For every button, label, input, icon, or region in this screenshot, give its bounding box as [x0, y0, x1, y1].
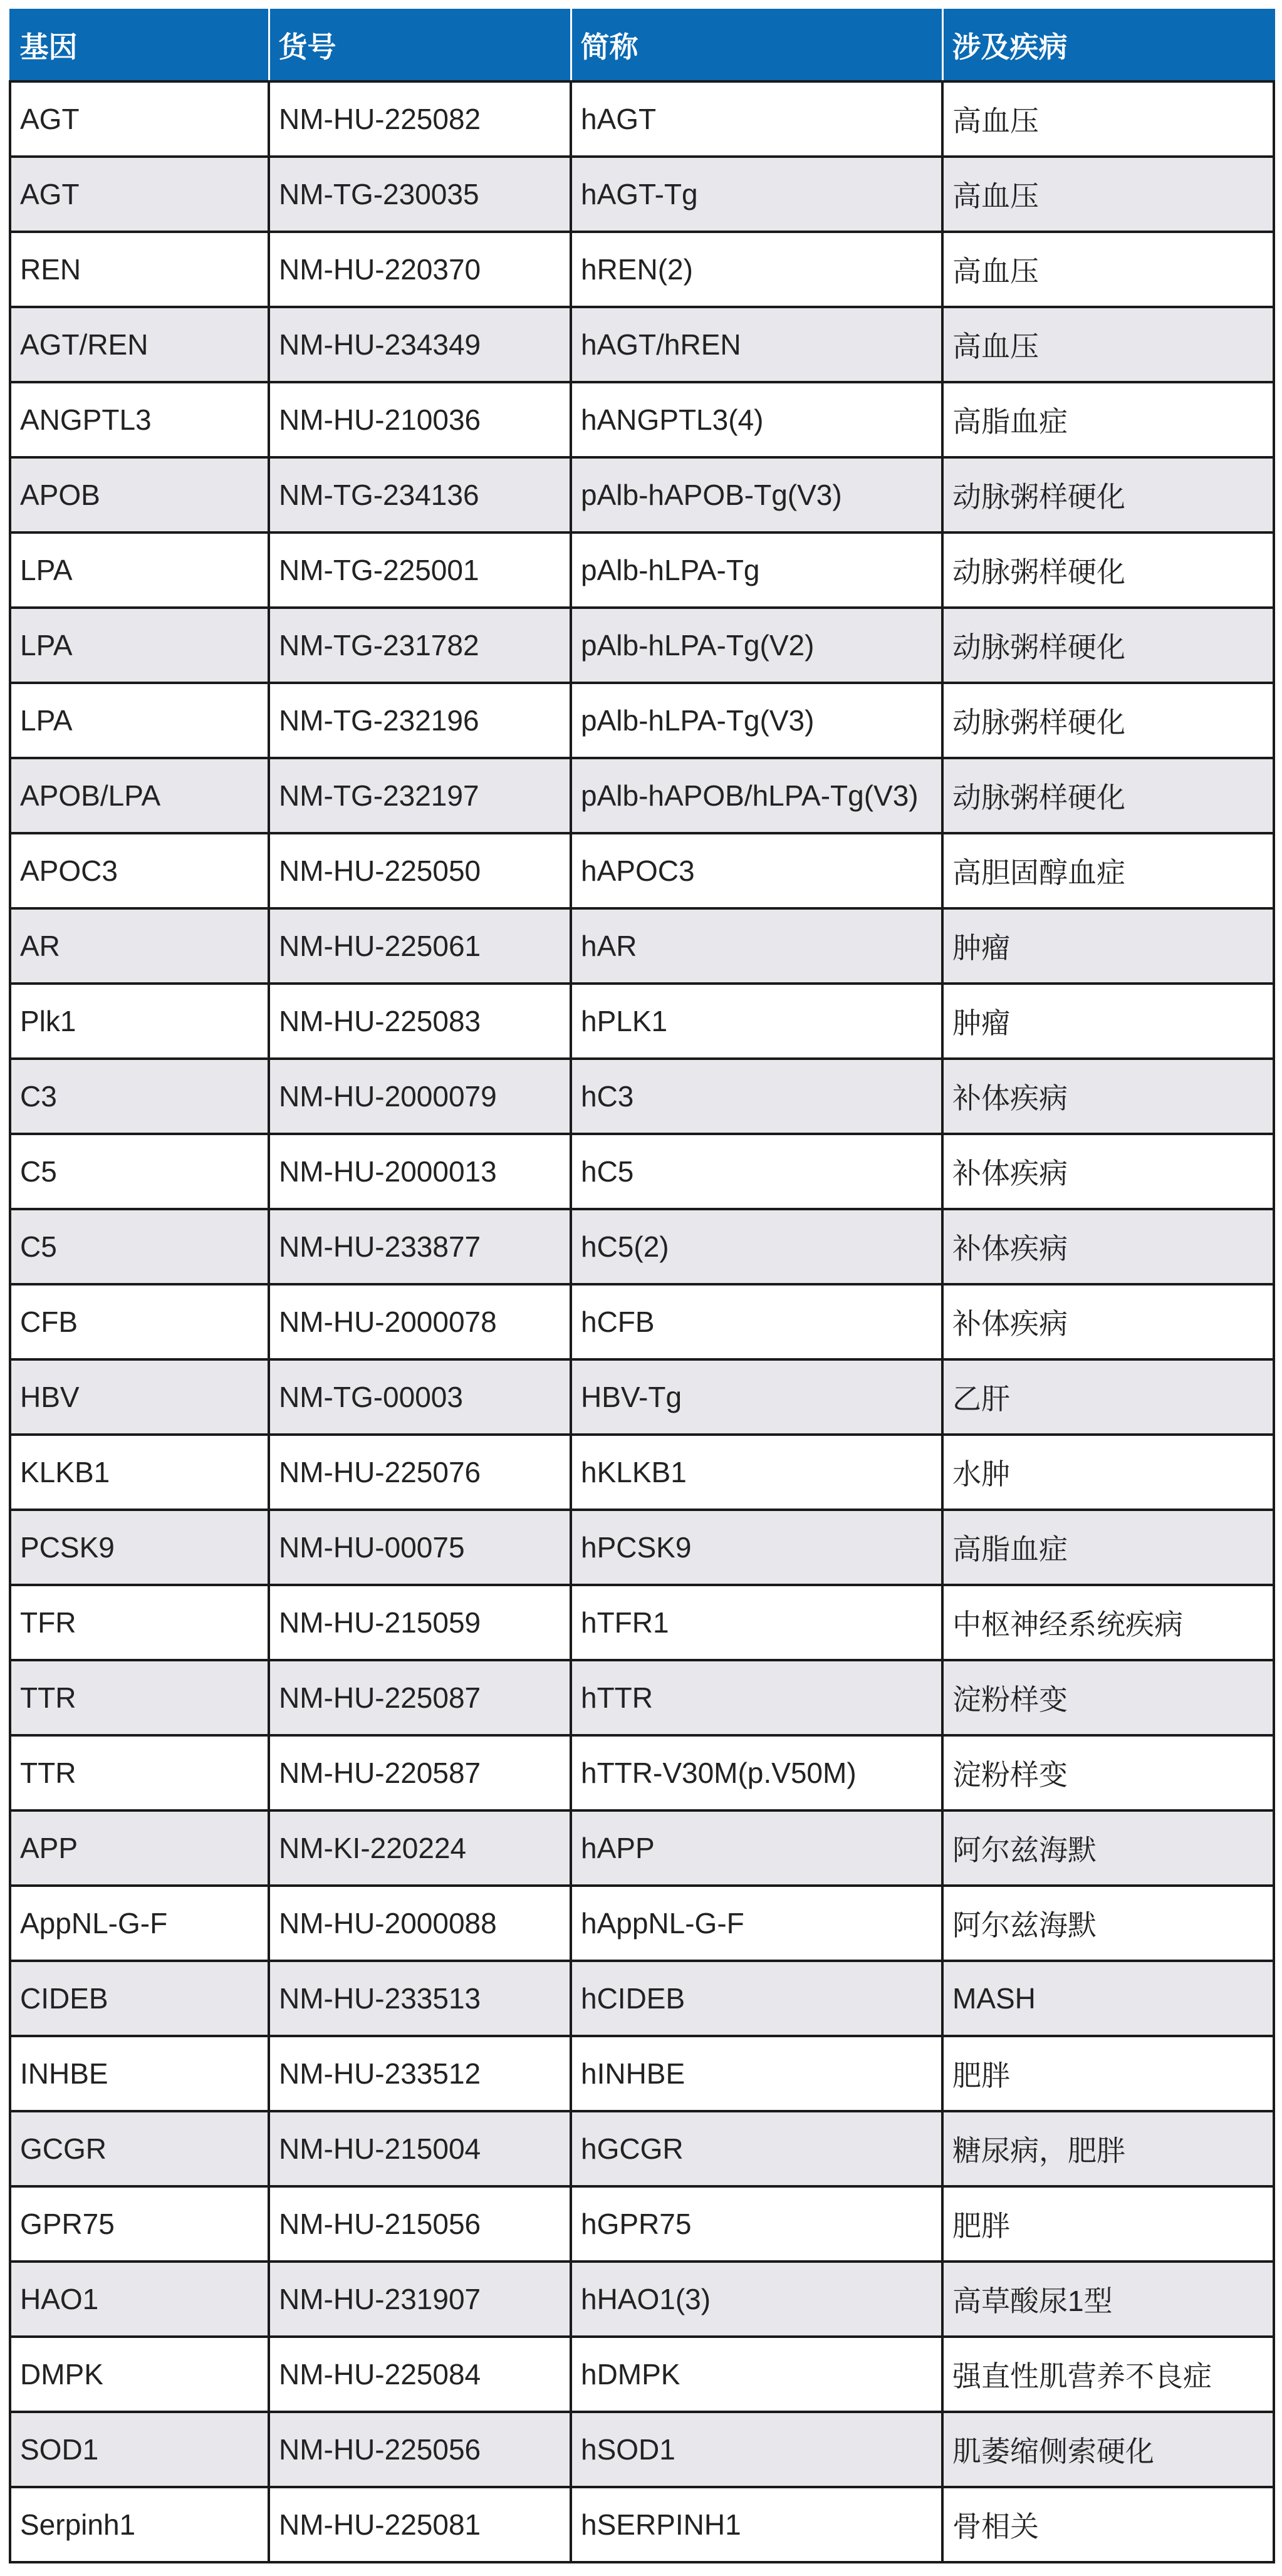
table-row	[10, 2111, 1274, 2186]
cell-disease: 肥胖	[942, 2186, 1274, 2262]
cell-catalog-number: NM-TG-234136	[269, 457, 571, 532]
cell-disease: 肿瘤	[942, 984, 1274, 1059]
cell-short-name: hAPP	[571, 1810, 942, 1886]
table-row	[10, 1284, 1274, 1359]
cell-disease: 淀粉样变	[942, 1735, 1274, 1810]
table-row	[10, 1735, 1274, 1810]
cell-catalog-number: NM-HU-225087	[269, 1660, 571, 1735]
cell-disease: 肌萎缩侧索硬化	[942, 2412, 1274, 2487]
cell-short-name: hC3	[571, 1059, 942, 1134]
cell-disease: MASH	[942, 1961, 1274, 2036]
cell-short-name: hSERPINH1	[571, 2487, 942, 2562]
cell-catalog-number: NM-HU-2000079	[269, 1059, 571, 1134]
cell-catalog-number: NM-HU-233513	[269, 1961, 571, 2036]
cell-catalog-number: NM-HU-220370	[269, 232, 571, 307]
cell-disease: 阿尔兹海默	[942, 1810, 1274, 1886]
cell-disease: 肥胖	[942, 2036, 1274, 2111]
table-row	[10, 457, 1274, 532]
cell-short-name: hINHBE	[571, 2036, 942, 2111]
cell-disease: 补体疾病	[942, 1059, 1274, 1134]
cell-catalog-number: NM-HU-225081	[269, 2487, 571, 2562]
table-row	[10, 1059, 1274, 1134]
cell-short-name: hCIDEB	[571, 1961, 942, 2036]
table-row	[10, 157, 1274, 232]
cell-catalog-number: NM-HU-233877	[269, 1209, 571, 1284]
cell-gene: C3	[10, 1059, 269, 1134]
cell-disease: 糖尿病，肥胖	[942, 2111, 1274, 2186]
cell-gene: Plk1	[10, 984, 269, 1059]
table-row	[10, 1961, 1274, 2036]
cell-gene: INHBE	[10, 2036, 269, 2111]
cell-short-name: hREN(2)	[571, 232, 942, 307]
table-row	[10, 2412, 1274, 2487]
cell-short-name: hTFR1	[571, 1585, 942, 1660]
cell-catalog-number: NM-TG-225001	[269, 532, 571, 608]
table-row	[10, 2337, 1274, 2412]
cell-short-name: pAlb-hLPA-Tg(V3)	[571, 683, 942, 758]
table-row	[10, 1359, 1274, 1435]
cell-disease: 水肿	[942, 1435, 1274, 1510]
cell-short-name: HBV-Tg	[571, 1359, 942, 1435]
cell-disease: 肿瘤	[942, 908, 1274, 984]
cell-catalog-number: NM-HU-231907	[269, 2262, 571, 2337]
cell-disease: 补体疾病	[942, 1284, 1274, 1359]
cell-short-name: hKLKB1	[571, 1435, 942, 1510]
cell-disease: 阿尔兹海默	[942, 1886, 1274, 1961]
cell-disease: 高胆固醇血症	[942, 833, 1274, 908]
table-row	[10, 307, 1274, 382]
cell-catalog-number: NM-TG-230035	[269, 157, 571, 232]
cell-short-name: hDMPK	[571, 2337, 942, 2412]
cell-disease: 乙肝	[942, 1359, 1274, 1435]
cell-gene: GCGR	[10, 2111, 269, 2186]
cell-gene: APP	[10, 1810, 269, 1886]
cell-short-name: hAGT/hREN	[571, 307, 942, 382]
cell-catalog-number: NM-HU-225082	[269, 81, 571, 157]
cell-catalog-number: NM-HU-2000013	[269, 1134, 571, 1209]
cell-disease: 补体疾病	[942, 1209, 1274, 1284]
cell-catalog-number: NM-HU-225084	[269, 2337, 571, 2412]
cell-short-name: hAR	[571, 908, 942, 984]
table-row	[10, 532, 1274, 608]
table-row	[10, 833, 1274, 908]
cell-disease: 高血压	[942, 307, 1274, 382]
cell-catalog-number: NM-HU-215059	[269, 1585, 571, 1660]
table-body	[10, 81, 1274, 2562]
cell-catalog-number: NM-HU-225076	[269, 1435, 571, 1510]
cell-catalog-number: NM-HU-2000088	[269, 1886, 571, 1961]
cell-gene: AGT	[10, 81, 269, 157]
cell-disease: 动脉粥样硬化	[942, 608, 1274, 683]
cell-gene: C5	[10, 1209, 269, 1284]
cell-disease: 高草酸尿1型	[942, 2262, 1274, 2337]
cell-short-name: hAPOC3	[571, 833, 942, 908]
cell-short-name: hCFB	[571, 1284, 942, 1359]
model-catalog-table-container	[9, 9, 1273, 2563]
cell-short-name: hC5	[571, 1134, 942, 1209]
table-row	[10, 2186, 1274, 2262]
cell-disease: 高血压	[942, 232, 1274, 307]
cell-disease: 动脉粥样硬化	[942, 758, 1274, 833]
cell-catalog-number: NM-HU-215056	[269, 2186, 571, 2262]
cell-short-name: pAlb-hLPA-Tg	[571, 532, 942, 608]
cell-short-name: pAlb-hAPOB/hLPA-Tg(V3)	[571, 758, 942, 833]
table-row	[10, 984, 1274, 1059]
cell-short-name: hAppNL-G-F	[571, 1886, 942, 1961]
cell-disease: 高脂血症	[942, 1510, 1274, 1585]
cell-gene: AGT/REN	[10, 307, 269, 382]
cell-disease: 高脂血症	[942, 382, 1274, 457]
table-row	[10, 1134, 1274, 1209]
cell-gene: Serpinh1	[10, 2487, 269, 2562]
table-row	[10, 382, 1274, 457]
cell-gene: PCSK9	[10, 1510, 269, 1585]
table-row	[10, 81, 1274, 157]
cell-gene: REN	[10, 232, 269, 307]
cell-catalog-number: NM-TG-231782	[269, 608, 571, 683]
model-catalog-table	[9, 9, 1275, 2563]
cell-gene: ANGPTL3	[10, 382, 269, 457]
cell-short-name: hGPR75	[571, 2186, 942, 2262]
cell-short-name: hPLK1	[571, 984, 942, 1059]
cell-gene: APOB/LPA	[10, 758, 269, 833]
table-row	[10, 1886, 1274, 1961]
table-row	[10, 683, 1274, 758]
cell-disease: 淀粉样变	[942, 1660, 1274, 1735]
cell-catalog-number: NM-TG-232196	[269, 683, 571, 758]
cell-short-name: hTTR	[571, 1660, 942, 1735]
table-row	[10, 908, 1274, 984]
cell-catalog-number: NM-HU-225061	[269, 908, 571, 984]
cell-catalog-number: NM-HU-215004	[269, 2111, 571, 2186]
cell-gene: TFR	[10, 1585, 269, 1660]
header-catalog-number: 货号	[269, 10, 571, 81]
header-disease: 涉及疾病	[942, 10, 1274, 81]
cell-short-name: hTTR-V30M(p.V50M)	[571, 1735, 942, 1810]
cell-short-name: hAGT-Tg	[571, 157, 942, 232]
table-header-row	[10, 10, 1274, 81]
cell-short-name: pAlb-hLPA-Tg(V2)	[571, 608, 942, 683]
cell-gene: GPR75	[10, 2186, 269, 2262]
cell-disease: 高血压	[942, 81, 1274, 157]
cell-gene: KLKB1	[10, 1435, 269, 1510]
cell-disease: 骨相关	[942, 2487, 1274, 2562]
cell-catalog-number: NM-HU-233512	[269, 2036, 571, 2111]
cell-short-name: hPCSK9	[571, 1510, 942, 1585]
table-row	[10, 1510, 1274, 1585]
cell-catalog-number: NM-HU-2000078	[269, 1284, 571, 1359]
cell-gene: DMPK	[10, 2337, 269, 2412]
cell-gene: CIDEB	[10, 1961, 269, 2036]
cell-gene: APOB	[10, 457, 269, 532]
header-gene: 基因	[10, 10, 269, 81]
cell-gene: AR	[10, 908, 269, 984]
cell-disease: 补体疾病	[942, 1134, 1274, 1209]
cell-gene: HAO1	[10, 2262, 269, 2337]
cell-gene: LPA	[10, 532, 269, 608]
cell-catalog-number: NM-KI-220224	[269, 1810, 571, 1886]
table-row	[10, 758, 1274, 833]
table-row	[10, 1435, 1274, 1510]
cell-gene: LPA	[10, 683, 269, 758]
table-row	[10, 232, 1274, 307]
cell-catalog-number: NM-TG-00003	[269, 1359, 571, 1435]
cell-catalog-number: NM-HU-00075	[269, 1510, 571, 1585]
cell-disease: 动脉粥样硬化	[942, 457, 1274, 532]
cell-catalog-number: NM-HU-225050	[269, 833, 571, 908]
table-row	[10, 2487, 1274, 2562]
cell-catalog-number: NM-HU-225056	[269, 2412, 571, 2487]
table-row	[10, 2262, 1274, 2337]
cell-gene: LPA	[10, 608, 269, 683]
cell-gene: APOC3	[10, 833, 269, 908]
cell-short-name: hHAO1(3)	[571, 2262, 942, 2337]
cell-short-name: hGCGR	[571, 2111, 942, 2186]
cell-catalog-number: NM-HU-220587	[269, 1735, 571, 1810]
cell-catalog-number: NM-HU-210036	[269, 382, 571, 457]
header-short-name: 简称	[571, 10, 942, 81]
cell-gene: TTR	[10, 1660, 269, 1735]
cell-disease: 动脉粥样硬化	[942, 532, 1274, 608]
cell-disease: 高血压	[942, 157, 1274, 232]
cell-short-name: hAGT	[571, 81, 942, 157]
cell-disease: 中枢神经系统疾病	[942, 1585, 1274, 1660]
table-row	[10, 1585, 1274, 1660]
cell-gene: CFB	[10, 1284, 269, 1359]
cell-gene: SOD1	[10, 2412, 269, 2487]
cell-gene: AGT	[10, 157, 269, 232]
cell-catalog-number: NM-HU-234349	[269, 307, 571, 382]
cell-short-name: hSOD1	[571, 2412, 942, 2487]
table-row	[10, 608, 1274, 683]
table-row	[10, 2036, 1274, 2111]
cell-gene: C5	[10, 1134, 269, 1209]
table-row	[10, 1660, 1274, 1735]
cell-catalog-number: NM-TG-232197	[269, 758, 571, 833]
table-row	[10, 1810, 1274, 1886]
cell-gene: TTR	[10, 1735, 269, 1810]
cell-gene: AppNL-G-F	[10, 1886, 269, 1961]
cell-disease: 动脉粥样硬化	[942, 683, 1274, 758]
cell-catalog-number: NM-HU-225083	[269, 984, 571, 1059]
table-row	[10, 1209, 1274, 1284]
cell-short-name: pAlb-hAPOB-Tg(V3)	[571, 457, 942, 532]
cell-gene: HBV	[10, 1359, 269, 1435]
cell-short-name: hC5(2)	[571, 1209, 942, 1284]
cell-short-name: hANGPTL3(4)	[571, 382, 942, 457]
cell-disease: 强直性肌营养不良症	[942, 2337, 1274, 2412]
